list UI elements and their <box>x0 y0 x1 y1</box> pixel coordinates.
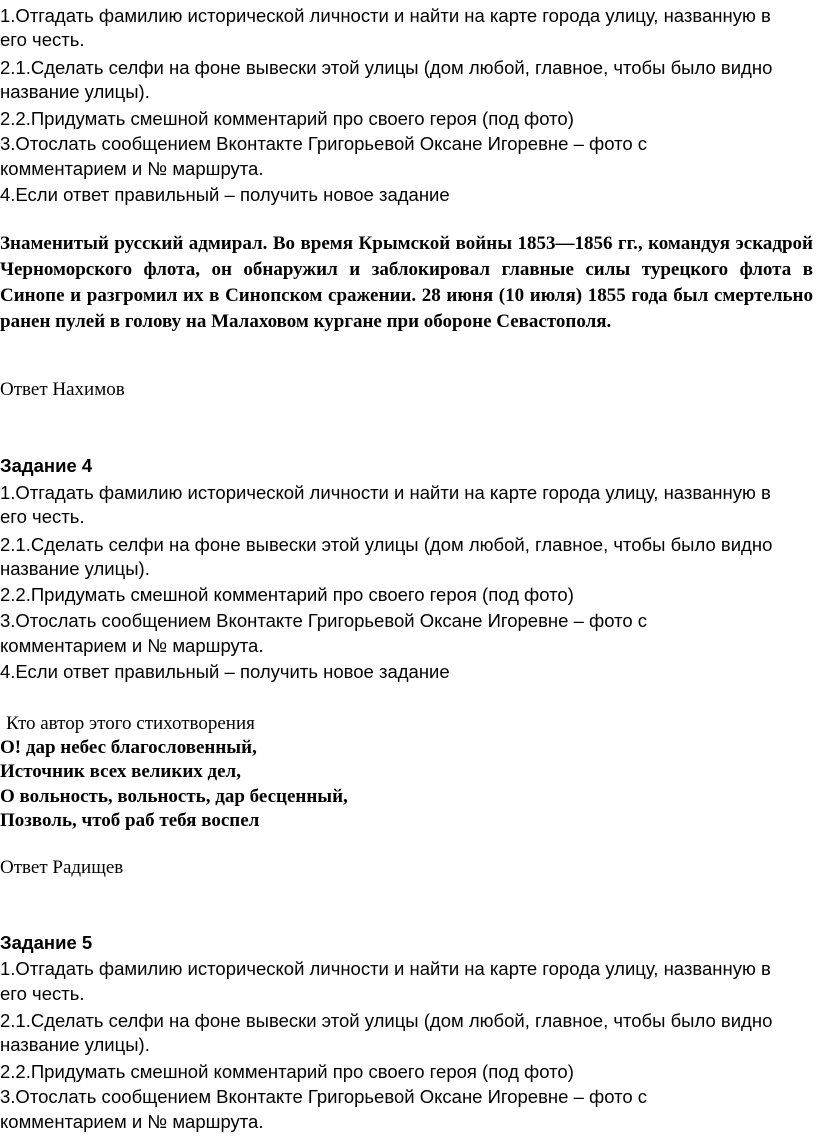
instruction-line: его честь. <box>0 983 85 1004</box>
poem-line: О вольность, вольность, дар бесценный, <box>0 786 348 807</box>
instruction-line: 2.1.Сделать селфи на фоне вывески этой улицы (дом любой, главное, чтобы было видно <box>0 1010 773 1031</box>
task-title: Задание 5 <box>0 932 93 953</box>
instruction-line: 2.1.Сделать селфи на фоне вывески этой улицы (дом любой, главное, чтобы было видно <box>0 57 773 78</box>
answer-text: Ответ Радищев <box>0 857 124 878</box>
task-title: Задание 4 <box>0 455 93 476</box>
question-text: Кто автор этого стихотворения <box>6 713 255 734</box>
instruction-line: 3.Отослать сообщением Вконтакте Григорьевой Оксане Игоревне – фото с <box>0 133 648 154</box>
instruction-line: 2.2.Придумать смешной комментарий про своего героя (под фото) <box>0 108 574 129</box>
poem-line: О! дар небес благословенный, <box>0 737 257 758</box>
answer-text: Ответ Нахимов <box>0 379 125 400</box>
instruction-line: комментарием и № маршрута. <box>0 1111 264 1132</box>
instruction-line: 2.2.Придумать смешной комментарий про своего героя (под фото) <box>0 1061 574 1082</box>
instruction-line: 2.2.Придумать смешной комментарий про своего героя (под фото) <box>0 584 574 605</box>
instruction-line: название улицы). <box>0 81 150 102</box>
instruction-line: 1.Отгадать фамилию исторической личности и найти на карте города улицу, названную в <box>0 5 771 26</box>
instruction-line: название улицы). <box>0 1034 150 1055</box>
riddle-paragraph: Знаменитый русский адмирал. Во время Крымской войны 1853—1856 гг., командуя эскадрой Черноморского флота, он обнаружил и заблокировал главные силы турецкого флота в Синопе и разгромил их в Синопском сражении. 28 июня (10 июля) 1855 года был смертельно ранен пулей в голову на Малаховом кургане при обороне Севастополя. <box>0 233 813 332</box>
instruction-line: 3.Отослать сообщением Вконтакте Григорьевой Оксане Игоревне – фото с <box>0 610 648 631</box>
poem-line: Позволь, чтоб раб тебя воспел <box>0 810 260 831</box>
instruction-line: комментарием и № маршрута. <box>0 158 264 179</box>
instruction-line: комментарием и № маршрута. <box>0 635 264 656</box>
instruction-line: 3.Отослать сообщением Вконтакте Григорьевой Оксане Игоревне – фото с <box>0 1086 648 1107</box>
instruction-line: его честь. <box>0 506 85 527</box>
poem-line: Источник всех великих дел, <box>0 761 241 782</box>
instruction-line: 1.Отгадать фамилию исторической личности и найти на карте города улицу, названную в <box>0 482 771 503</box>
instruction-line: 4.Если ответ правильный – получить новое задание <box>0 184 450 205</box>
instruction-line: 2.1.Сделать селфи на фоне вывески этой улицы (дом любой, главное, чтобы было видно <box>0 534 773 555</box>
instruction-line: его честь. <box>0 29 85 50</box>
instruction-line: 1.Отгадать фамилию исторической личности и найти на карте города улицу, названную в <box>0 958 771 979</box>
instruction-line: название улицы). <box>0 558 150 579</box>
instruction-line: 4.Если ответ правильный – получить новое задание <box>0 661 450 682</box>
